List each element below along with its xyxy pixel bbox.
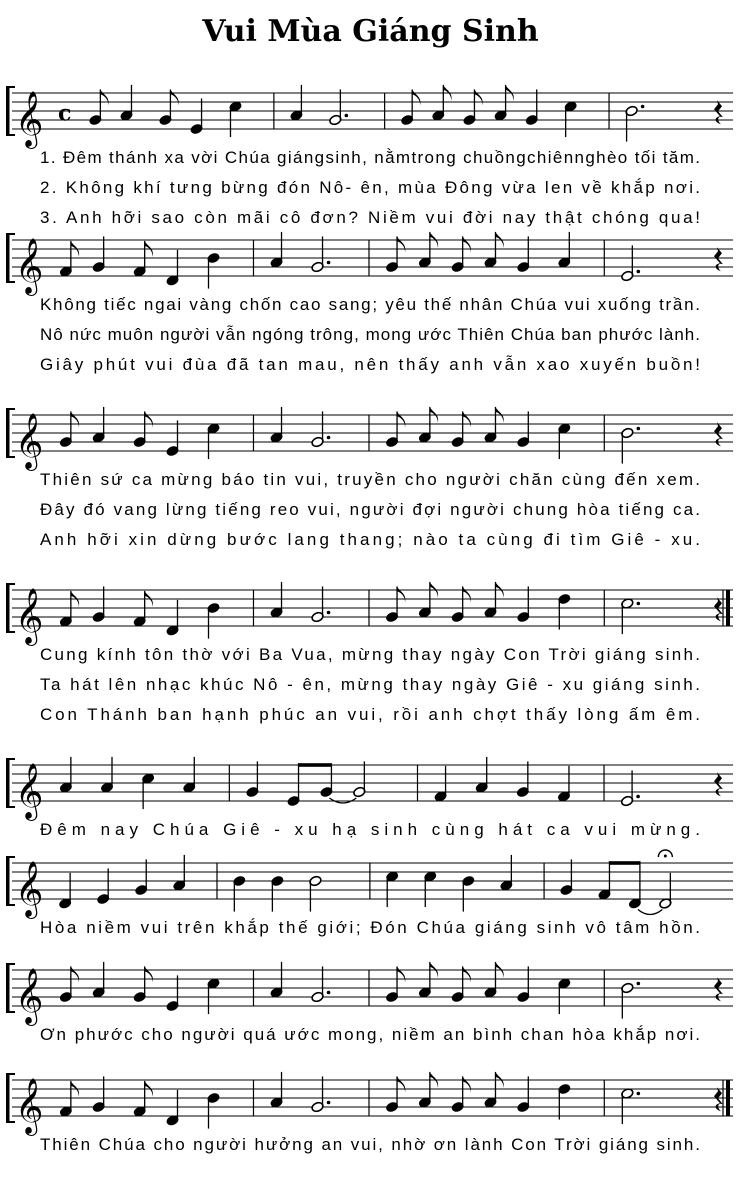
system-bracket xyxy=(6,234,10,282)
lyric-line: Nô nức muôn người vẫn ngóng trông, mong ước Thiên Chúa ban phước lành. xyxy=(40,325,700,344)
note xyxy=(320,763,333,798)
quarter-rest-icon xyxy=(714,597,723,621)
flag-icon xyxy=(463,586,471,602)
note xyxy=(628,861,641,909)
note xyxy=(517,1076,530,1112)
staff-system xyxy=(6,85,733,227)
note xyxy=(270,962,283,998)
lyric-line: Không tiếc ngai vàng chốn cao sang; yêu thế nhân Chúa vui xuống trần. xyxy=(40,295,700,314)
quarter-rest-icon xyxy=(714,247,723,271)
note xyxy=(621,982,640,1019)
augmentation-dot xyxy=(345,114,349,118)
augmentation-dot xyxy=(637,982,641,986)
note xyxy=(270,232,283,268)
quarter-rest-icon xyxy=(714,977,723,1001)
note xyxy=(166,975,179,1011)
note xyxy=(484,962,504,998)
note xyxy=(92,1076,105,1112)
lyric-line: Giây phút vui đùa đã tan mau, nên thấy anh vẫn xao xuyến buồn! xyxy=(40,355,700,374)
system-bracket xyxy=(6,964,10,1012)
note xyxy=(386,871,399,907)
augmentation-dot xyxy=(327,991,331,995)
note xyxy=(92,586,105,622)
lyric-line: Đây đó vang lừng tiếng reo vui, người đợi người chung hòa tiếng ca. xyxy=(40,500,700,519)
note xyxy=(309,875,322,911)
time-signature: c xyxy=(58,100,72,127)
flag-icon xyxy=(397,236,405,252)
note xyxy=(558,978,571,1014)
treble-clef-icon: 𝄞 xyxy=(15,968,44,1024)
note xyxy=(207,423,220,459)
flag-icon xyxy=(463,236,471,252)
note xyxy=(59,757,72,793)
note xyxy=(418,1072,438,1108)
augmentation-dot xyxy=(637,270,641,274)
treble-clef-icon: 𝄞 xyxy=(15,861,44,917)
note xyxy=(207,978,220,1014)
treble-clef-icon: 𝄞 xyxy=(15,413,44,469)
lyric-line: Anh hỡi xin dừng bước lang thang; nào ta cùng đi tìm Giê - xu. xyxy=(40,530,700,549)
augmentation-dot xyxy=(637,602,641,606)
final-bar xyxy=(726,1080,730,1116)
note xyxy=(353,761,366,797)
note xyxy=(625,105,644,142)
staff-system xyxy=(6,232,733,374)
quarter-rest-icon xyxy=(714,772,723,796)
note xyxy=(525,89,538,125)
note xyxy=(517,236,530,272)
note xyxy=(190,98,203,134)
lyric-line: Thiên Chúa cho người hưởng an vui, nhờ ơn lành Con Trời giáng sinh. xyxy=(40,1135,700,1154)
lyric-line: 1. Đêm thánh xa vời Chúa giángsinh, nằmtrong chuồngchiênnghèo tối tăm. xyxy=(40,148,700,167)
note xyxy=(270,1072,283,1108)
note xyxy=(271,875,284,911)
flag-icon xyxy=(463,966,471,982)
note xyxy=(166,1090,179,1126)
note xyxy=(484,407,504,443)
staff-system xyxy=(6,850,733,937)
quarter-rest-icon xyxy=(714,422,723,446)
note xyxy=(517,411,530,447)
note xyxy=(59,241,79,277)
note xyxy=(494,85,514,121)
augmentation-dot xyxy=(636,795,640,799)
note xyxy=(516,761,529,797)
flag-icon xyxy=(71,411,79,427)
lyric-line: Ta hát lên nhạc khúc Nô - ên, mừng thay ngày Giê - xu giáng sinh. xyxy=(40,675,700,694)
staff-system xyxy=(6,962,733,1044)
note xyxy=(59,591,79,627)
note xyxy=(484,1072,504,1108)
note xyxy=(233,875,246,911)
lyric-line: Thiên sứ ca mừng báo tin vui, truyền cho người chăn cùng đến xem. xyxy=(40,470,700,489)
note xyxy=(517,586,530,622)
note xyxy=(418,232,438,268)
note xyxy=(166,250,179,286)
note xyxy=(92,236,105,272)
note xyxy=(418,582,438,618)
lyric-line: Đêm nay Chúa Giê - xu hạ sinh cùng hát ca vui mừng. xyxy=(40,820,700,839)
beam xyxy=(299,763,332,767)
system-bracket xyxy=(6,857,10,905)
flag-icon xyxy=(397,586,405,602)
flag-icon xyxy=(170,89,178,105)
note xyxy=(658,850,672,909)
staff-system xyxy=(6,582,733,724)
quarter-rest-icon xyxy=(714,1087,723,1111)
repeat-bar xyxy=(726,590,730,626)
treble-clef-icon: 𝄞 xyxy=(15,238,44,294)
note xyxy=(207,602,220,638)
note xyxy=(621,598,640,634)
note xyxy=(96,868,109,904)
lyric-line: Con Thánh ban hạnh phúc an vui, rồi anh chợt thấy lòng ấm êm. xyxy=(40,705,700,724)
treble-clef-icon: 𝄞 xyxy=(15,91,44,147)
system-bracket xyxy=(6,584,10,632)
system-bracket xyxy=(6,87,10,135)
augmentation-dot xyxy=(637,427,641,431)
note xyxy=(166,420,179,456)
note xyxy=(418,962,438,998)
note xyxy=(558,232,571,268)
treble-clef-icon: 𝄞 xyxy=(15,1078,44,1134)
system-bracket xyxy=(6,1074,10,1122)
lyric-line: 3. Anh hỡi sao còn mãi cô đơn? Niềm vui đời nay thật chóng qua! xyxy=(40,208,700,227)
beam xyxy=(609,861,639,865)
note xyxy=(207,252,220,288)
note xyxy=(558,423,571,459)
note xyxy=(484,232,504,268)
flag-icon xyxy=(412,89,420,105)
note xyxy=(133,1081,153,1117)
note xyxy=(558,1083,571,1119)
note xyxy=(475,757,488,793)
note xyxy=(183,757,196,793)
augmentation-dot xyxy=(327,261,331,265)
note xyxy=(166,600,179,636)
note xyxy=(207,1092,220,1128)
staff-system xyxy=(6,407,733,549)
note xyxy=(557,766,570,802)
lyric-line: 2. Không khí tưng bừng đón Nô- ên, mùa Đông vừa len về khắp nơi. xyxy=(40,178,700,197)
note xyxy=(135,859,148,895)
note xyxy=(290,85,303,121)
staff-system xyxy=(6,757,733,839)
flag-icon xyxy=(463,1076,471,1092)
flag-icon xyxy=(463,411,471,427)
flag-icon xyxy=(100,89,108,105)
note xyxy=(133,591,153,627)
note xyxy=(173,855,186,891)
augmentation-dot xyxy=(327,1101,331,1105)
note xyxy=(133,241,153,277)
note xyxy=(517,966,530,1002)
augmentation-dot xyxy=(327,611,331,615)
flag-icon xyxy=(71,966,79,982)
note xyxy=(434,766,447,802)
note xyxy=(500,855,513,891)
note xyxy=(120,85,133,121)
note xyxy=(141,773,154,809)
note xyxy=(287,763,300,807)
augmentation-dot xyxy=(641,105,645,109)
system-bracket xyxy=(6,409,10,457)
note xyxy=(270,582,283,618)
note xyxy=(270,407,283,443)
staff-system xyxy=(6,1072,733,1154)
system-bracket xyxy=(6,759,10,807)
note xyxy=(100,757,113,793)
note xyxy=(418,407,438,443)
lyric-line: Hòa niềm vui trên khắp thế giới; Đón Chúa giáng sinh vô tâm hồn. xyxy=(39,918,701,937)
tie xyxy=(638,910,662,915)
flag-icon xyxy=(397,966,405,982)
note xyxy=(92,407,105,443)
augmentation-dot xyxy=(637,1092,641,1096)
note xyxy=(560,859,573,895)
flag-icon xyxy=(145,411,153,427)
note xyxy=(92,962,105,998)
note xyxy=(424,871,437,907)
flag-icon xyxy=(474,89,482,105)
treble-clef-icon: 𝄞 xyxy=(15,588,44,644)
lyric-line: Cung kính tôn thờ với Ba Vua, mừng thay ngày Con Trời giáng sinh. xyxy=(40,645,700,664)
treble-clef-icon: 𝄞 xyxy=(15,763,44,819)
note xyxy=(229,101,242,137)
note xyxy=(621,1088,640,1124)
flag-icon xyxy=(397,411,405,427)
note xyxy=(558,593,571,629)
note xyxy=(246,761,259,797)
note xyxy=(462,875,475,911)
note xyxy=(564,101,577,137)
note xyxy=(58,873,71,909)
song-title: Vui Mùa Giáng Sinh xyxy=(202,14,539,49)
flag-icon xyxy=(145,966,153,982)
note xyxy=(432,85,452,121)
flag-icon xyxy=(397,1076,405,1092)
note xyxy=(484,582,504,618)
note xyxy=(621,427,640,464)
quarter-rest-icon xyxy=(714,100,723,124)
augmentation-dot xyxy=(327,436,331,440)
note xyxy=(59,1081,79,1117)
lyric-line: Ơn phước cho người quá ước mong, niềm an bình chan hòa khắp nơi. xyxy=(40,1025,700,1044)
